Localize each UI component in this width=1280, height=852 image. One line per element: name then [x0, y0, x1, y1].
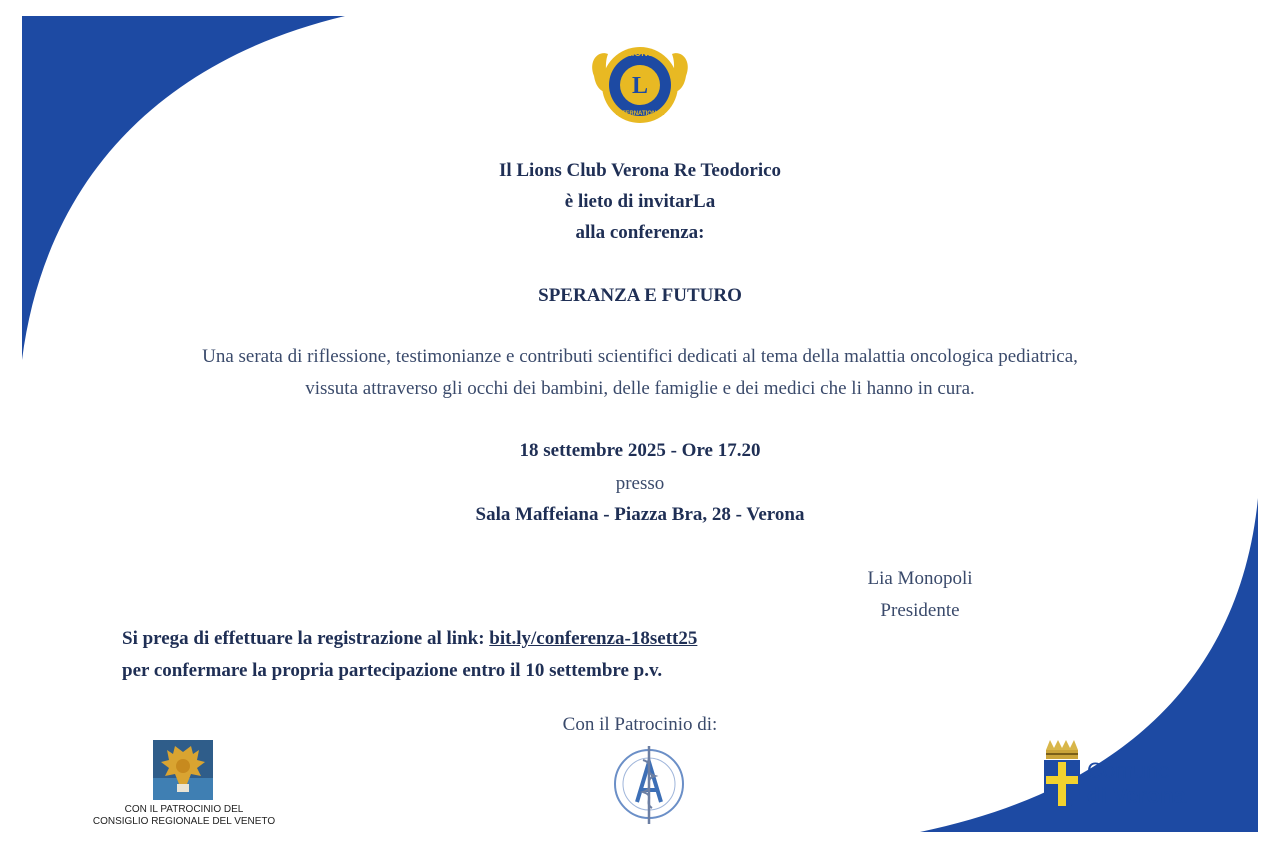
veneto-lion-emblem-icon	[153, 740, 213, 800]
host-line: Il Lions Club Verona Re Teodorico	[498, 160, 782, 181]
veneto-council-text	[60, 804, 308, 828]
invite-line: è lieto di invitarLa	[564, 191, 716, 212]
patronage-label: Con il Patrocinio di:	[562, 714, 718, 735]
veneto-line-2: CONSIGLIO REGIONALE DEL VENETO	[92, 816, 276, 827]
top-left-swoosh	[22, 16, 345, 360]
signature-name: Lia Monopoli	[867, 568, 973, 589]
event-date-time: 18 settembre 2025 - Ore 17.20	[519, 440, 761, 461]
presso-label: presso	[615, 473, 665, 494]
description-line-1: Una serata di riflessione, testimonianze e contributi scientifici dedicati al tema della malattia oncologica pediatrica,	[202, 346, 1078, 367]
verona-word-city: di Verona	[1087, 783, 1187, 808]
registration-line-1	[122, 628, 697, 650]
lions-top-text: LIONS	[626, 48, 654, 58]
signature-role: Presidente	[880, 600, 960, 621]
registration-line-2: per confermare la propria partecipazione entro il 10 settembre p.v.	[122, 660, 663, 681]
medical-order-logo-icon	[610, 740, 688, 826]
conference-line: alla conferenza:	[575, 222, 705, 243]
verona-crown-icon	[1044, 738, 1080, 760]
verona-word-comune: Comune	[1087, 758, 1171, 783]
verona-shield-icon	[1044, 760, 1080, 808]
description-line-2: vissuta attraverso gli occhi dei bambini, delle famiglie e dei medici che li hanno in cura.	[305, 378, 975, 399]
lions-letter: L	[631, 73, 649, 99]
registration-prefix: Si prega di effettuare la registrazione al link:	[122, 628, 490, 649]
veneto-line-1: CON IL PATROCINIO DEL	[124, 804, 244, 815]
event-venue: Sala Maffeiana - Piazza Bra, 28 - Verona	[475, 504, 805, 525]
lions-club-logo	[588, 36, 692, 134]
lions-bottom-text: INTERNATIONAL	[615, 111, 665, 117]
conference-title: SPERANZA E FUTURO	[538, 285, 742, 306]
registration-link[interactable]: bit.ly/conferenza-18sett25	[489, 628, 698, 649]
